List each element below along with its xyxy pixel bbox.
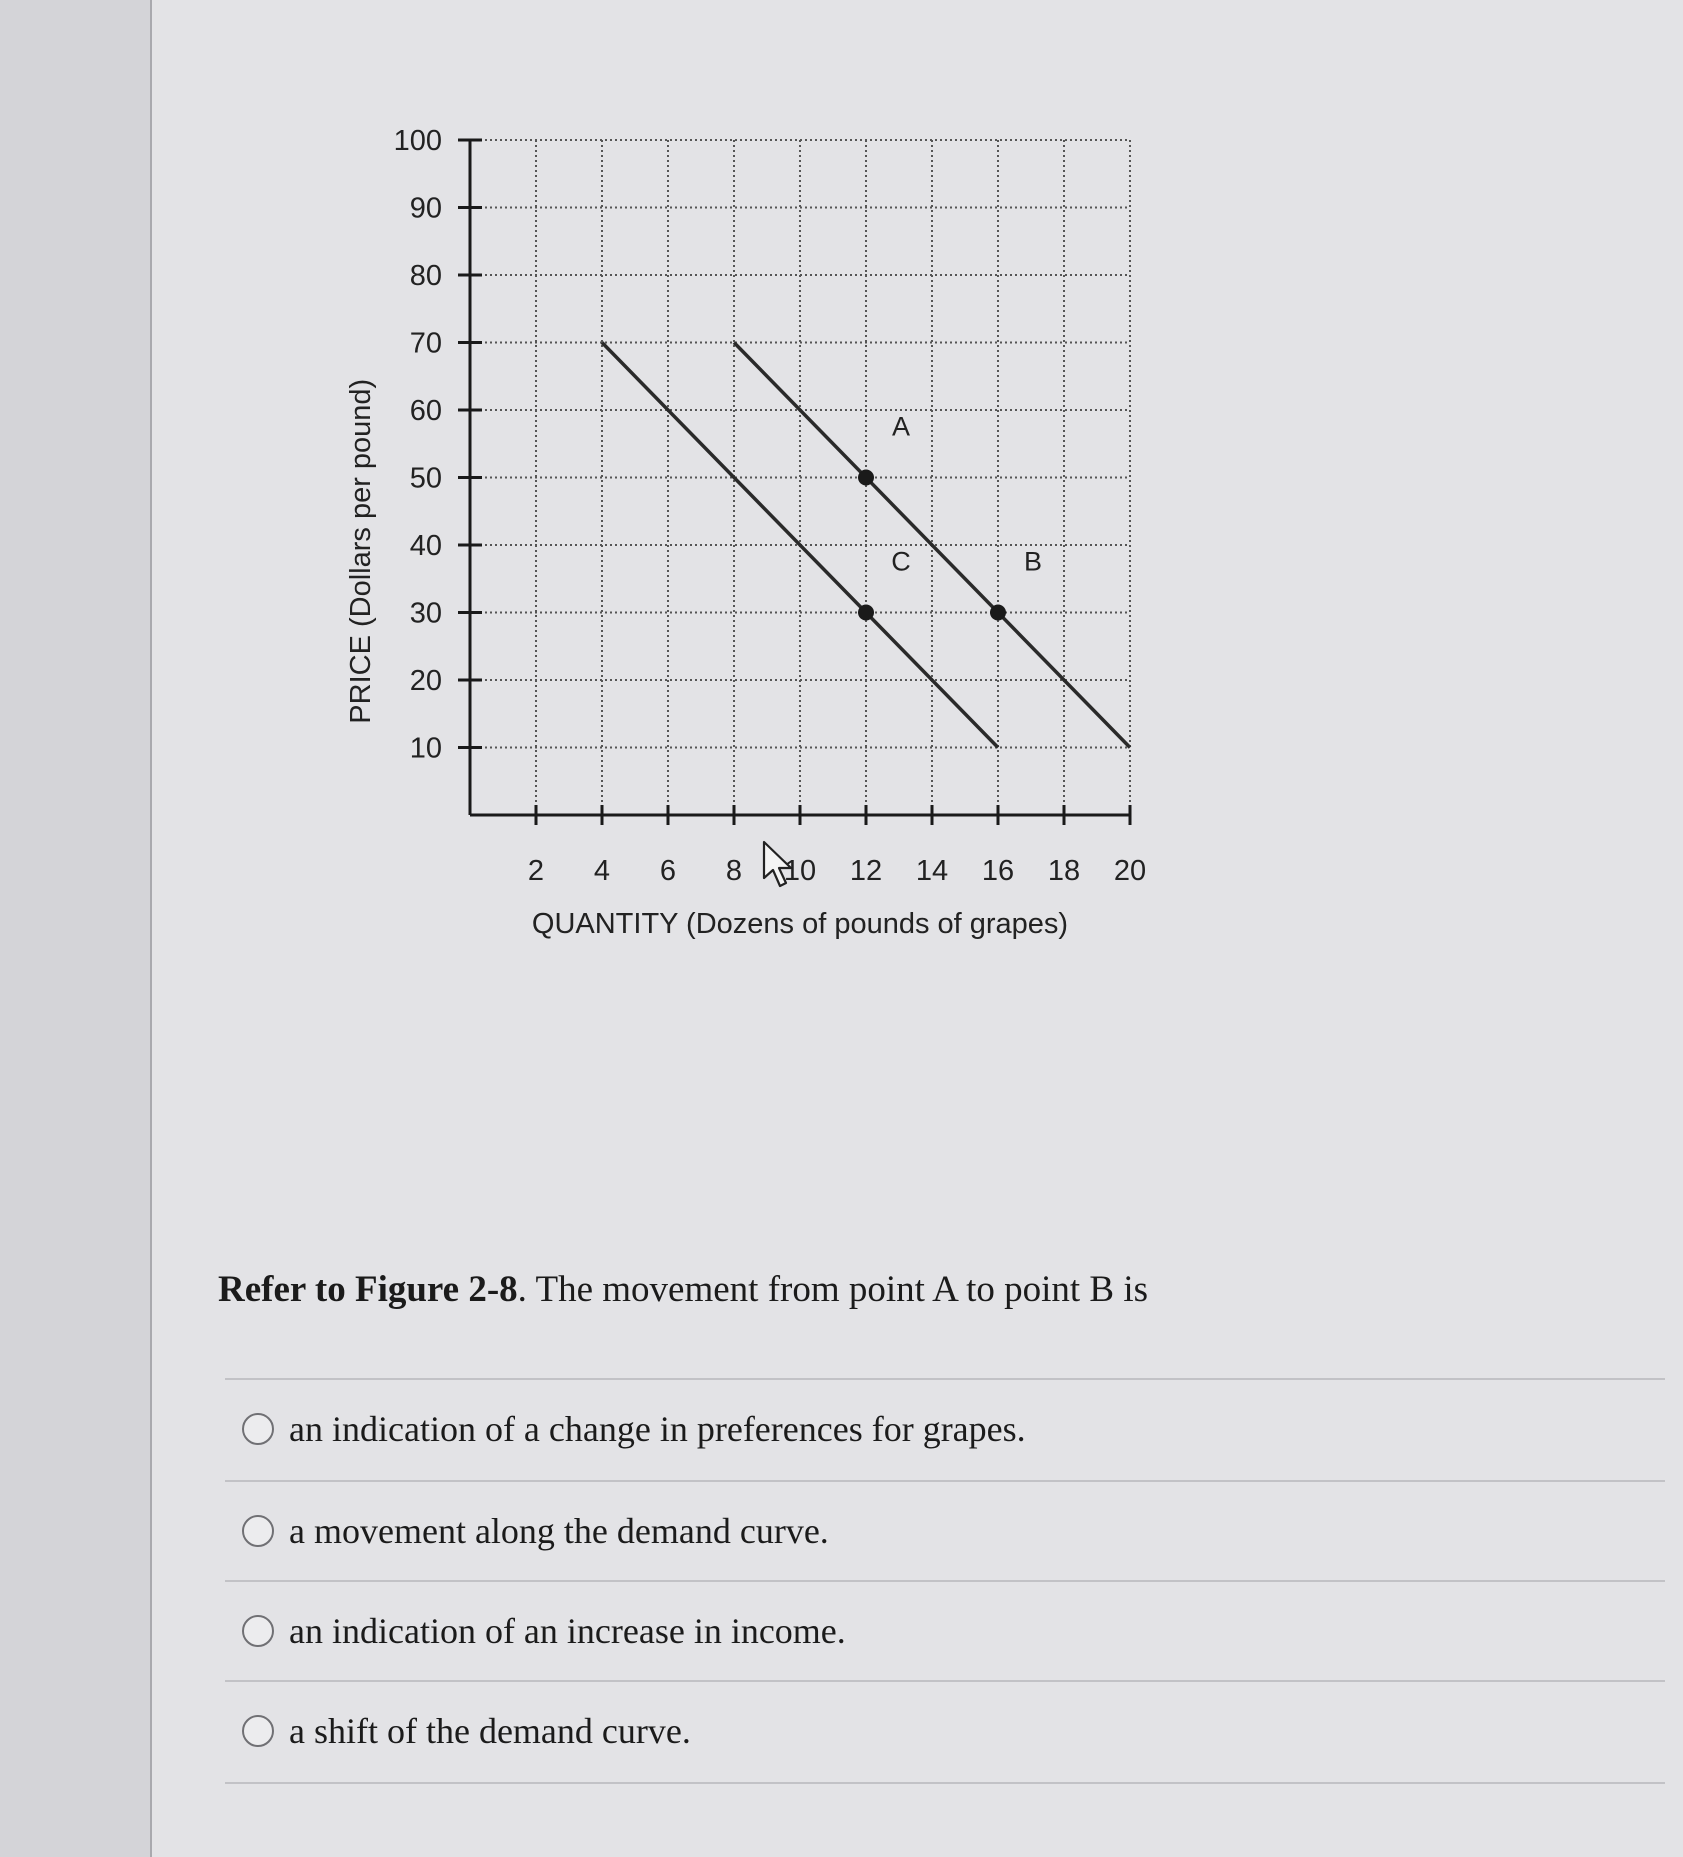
y-tick-label: 40 [409, 530, 442, 562]
y-tick-label: 90 [409, 192, 442, 225]
grid [470, 140, 1130, 815]
y-tick-label: 30 [409, 597, 442, 630]
x-tick-label: 8 [725, 855, 743, 887]
left-margin [0, 0, 150, 1857]
y-tick-label: 100 [393, 125, 442, 157]
question-text [218, 1268, 1148, 1311]
radio-button[interactable] [242, 1615, 274, 1647]
question-body: . The movement from point A to point B is [517, 1269, 1149, 1310]
answer-option-2[interactable] [225, 1480, 1665, 1582]
point-c-label: C [891, 546, 911, 577]
y-tick-label: 70 [409, 327, 442, 360]
x-tick-label: 4 [593, 855, 611, 887]
point-b-marker [990, 605, 1006, 621]
chart-svg [330, 100, 1190, 980]
point-a-marker [858, 470, 874, 486]
option-label: a shift of the demand curve. [289, 1711, 691, 1751]
option-label: an indication of a change in preferences for grapes. [289, 1409, 1026, 1449]
point-a-label: A [891, 411, 911, 442]
radio-button[interactable] [242, 1715, 274, 1747]
y-tick-label: 10 [409, 732, 442, 765]
mouse-pointer-icon [762, 840, 796, 893]
labels [345, 125, 1146, 940]
x-tick-label: 16 [981, 855, 1015, 887]
x-axis-title: QUANTITY (Dozens of pounds of grapes) [531, 908, 1069, 940]
answer-option-1[interactable] [225, 1378, 1665, 1480]
radio-button[interactable] [242, 1515, 274, 1547]
x-tick-label: 12 [849, 855, 883, 887]
y-tick-label: 50 [409, 462, 442, 495]
y-tick-label: 60 [409, 395, 442, 427]
option-label: an indication of an increase in income. [289, 1611, 846, 1651]
x-tick-label: 18 [1047, 855, 1081, 887]
y-tick-label: 20 [409, 665, 442, 697]
y-axis-title: PRICE (Dollars per pound) [345, 378, 377, 724]
option-label: a movement along the demand curve. [289, 1511, 829, 1551]
x-tick-label: 14 [915, 855, 949, 887]
figure-reference: Refer to Figure 2-8 [218, 1269, 518, 1310]
point-b-label: B [1023, 546, 1043, 577]
x-tick-label: 2 [527, 855, 545, 887]
x-tick-label: 20 [1113, 855, 1147, 887]
y-tick-label: 80 [409, 260, 442, 292]
x-tick-label: 6 [659, 855, 677, 887]
answer-option-4[interactable] [225, 1680, 1665, 1784]
answer-option-3[interactable] [225, 1580, 1665, 1682]
radio-button[interactable] [242, 1413, 274, 1445]
axes [458, 140, 1130, 825]
figure-2-8-chart [330, 100, 1190, 980]
x-tick-label: 10 [783, 855, 817, 887]
point-c-marker [858, 605, 874, 621]
